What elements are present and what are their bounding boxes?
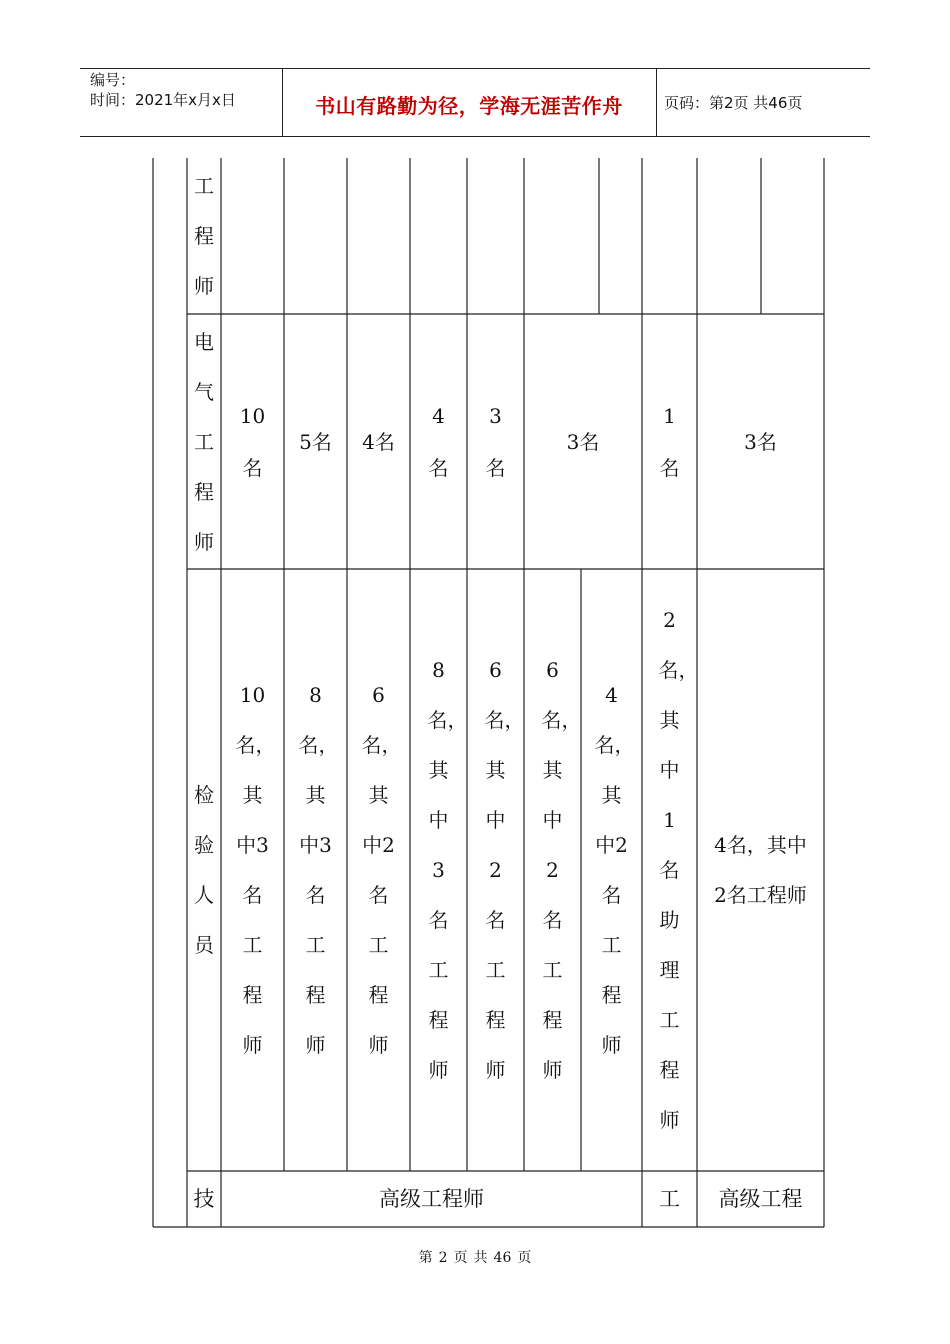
table-cell <box>581 569 642 1171</box>
table-cell <box>697 1171 824 1227</box>
cell-text: 1名 <box>659 403 680 480</box>
cell-text: 4名 <box>428 403 449 480</box>
footer-di: 第 <box>418 1250 433 1266</box>
table-cell <box>524 569 581 1171</box>
table-cell <box>284 569 347 1171</box>
cell-text: 工 <box>659 1187 680 1211</box>
cell-text: 2名，其中1名助理工程师 <box>658 608 699 1132</box>
row-label-inspection <box>187 569 221 1171</box>
footer-ye: 页 <box>517 1250 532 1266</box>
table-cell <box>221 314 284 569</box>
table-cell <box>524 314 642 569</box>
table-cell <box>642 314 697 569</box>
row-label-electrical <box>187 314 221 569</box>
vertical-glyph: 人 <box>194 883 214 907</box>
table-cell <box>347 314 410 569</box>
vertical-glyph: 师 <box>194 529 214 554</box>
page-footer <box>0 1247 950 1267</box>
vertical-glyph: 工 <box>194 174 214 198</box>
cell-text: 4名，其中2名工程师 <box>714 833 807 907</box>
table-cell <box>697 314 824 569</box>
vertical-glyph: 电 <box>194 329 214 354</box>
cell-text: 10名 <box>239 403 266 480</box>
vertical-glyph: 师 <box>194 274 214 298</box>
footer-total-pages: 46 <box>493 1250 512 1266</box>
table-cell <box>410 569 467 1171</box>
vertical-label <box>194 317 214 567</box>
cell-text: 6名，其中2名工程师 <box>541 658 582 1082</box>
table-cell <box>410 314 467 569</box>
cell-text: 8名，其中3名工程师 <box>427 658 468 1082</box>
cell-text: 3名 <box>744 429 777 454</box>
vertical-glyph: 程 <box>194 479 214 504</box>
cell-text: 4名，其中2名工程师 <box>594 683 635 1057</box>
vertical-glyph: 检 <box>194 783 214 807</box>
doc-number-label: 编号： <box>90 71 136 89</box>
table-cell <box>221 1171 642 1227</box>
cell-text: 高级工程师 <box>379 1187 484 1211</box>
cell-text: 10名，其中3名工程师 <box>235 683 276 1057</box>
doc-time-label: 时间：2021年x月x日 <box>90 91 236 109</box>
vertical-glyph: 程 <box>194 224 214 248</box>
vertical-glyph: 气 <box>194 379 214 404</box>
vertical-glyph: 验 <box>194 833 214 857</box>
cell-text: 6名，其中2名工程师 <box>484 658 525 1082</box>
table-cell <box>467 569 524 1171</box>
vertical-glyph: 工 <box>194 429 214 454</box>
vertical-label <box>194 770 214 970</box>
footer-gong: 共 <box>473 1250 488 1266</box>
table-cell <box>697 569 824 1171</box>
cell-text: 5名 <box>299 429 332 454</box>
table-cell <box>642 1171 697 1227</box>
footer-page-number: 2 <box>438 1250 448 1266</box>
footer-ye: 页 <box>453 1250 468 1266</box>
row-label-tech <box>187 1171 221 1227</box>
vertical-label <box>194 161 214 311</box>
cell-text: 3名 <box>485 403 506 480</box>
row-label-engineer-tail <box>187 158 221 314</box>
table-cell <box>642 569 697 1171</box>
cell-text: 高级工程 <box>718 1187 803 1211</box>
header-motto: 书山有路勤为径，学海无涯苦作舟 <box>315 94 623 118</box>
header-page-info: 页码：第2页 共46页 <box>664 94 803 112</box>
vertical-glyph: 员 <box>194 933 214 957</box>
table-cell <box>221 569 284 1171</box>
table-cell <box>284 314 347 569</box>
cell-text: 3名 <box>566 429 600 454</box>
table-cell <box>467 314 524 569</box>
cell-text: 6名，其中2名工程师 <box>361 683 402 1057</box>
cell-text: 技 <box>193 1187 215 1211</box>
cell-text: 8名，其中3名工程师 <box>298 683 339 1057</box>
cell-text: 4名 <box>362 429 395 454</box>
table-cell <box>347 569 410 1171</box>
